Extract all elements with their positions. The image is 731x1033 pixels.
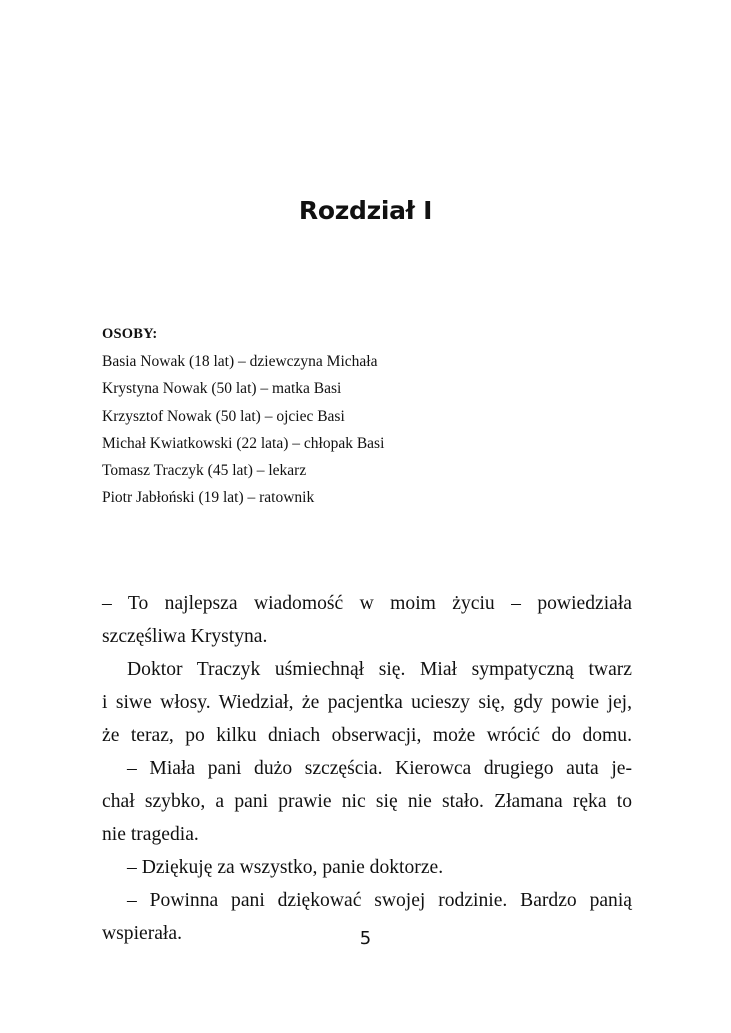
- text-line: wspierała.: [102, 923, 182, 944]
- text-line: chał szybko, a pani prawie nic się nie stało. Złamana ręka to: [102, 791, 632, 812]
- body-text: [102, 587, 632, 950]
- text-line: szczęśliwa Krystyna.: [102, 626, 268, 647]
- text-line: nie tragedia.: [102, 824, 199, 845]
- cast-item: Piotr Jabłoński (19 lat) – ratownik: [102, 489, 315, 507]
- paragraph: [102, 851, 632, 884]
- chapter-title: Rozdział I: [298, 196, 433, 225]
- text-line: że teraz, po kilku dniach obserwacji, może wrócić do domu.: [102, 725, 632, 746]
- cast-item: Krzysztof Nowak (50 lat) – ojciec Basi: [102, 407, 345, 425]
- cast-item: Michał Kwiatkowski (22 lata) – chłopak Basi: [102, 434, 385, 452]
- paragraph: [102, 752, 632, 851]
- page-number: 5: [359, 928, 372, 949]
- text-line: i siwe włosy. Wiedział, że pacjentka ucieszy się, gdy powie jej,: [102, 692, 632, 713]
- cast-list: [102, 321, 632, 511]
- text-line: – Powinna pani dziękować swojej rodzinie. Bardzo panią: [127, 890, 632, 911]
- paragraph: [102, 587, 632, 653]
- text-line: – Dziękuję za wszystko, panie doktorze.: [127, 857, 444, 878]
- cast-heading: OSOBY:: [102, 326, 158, 342]
- paragraph: [102, 653, 632, 752]
- cast-item: Basia Nowak (18 lat) – dziewczyna Michała: [102, 353, 378, 371]
- cast-item: Krystyna Nowak (50 lat) – matka Basi: [102, 380, 342, 398]
- text-line: – Miała pani dużo szczęścia. Kierowca drugiego auta je-: [127, 758, 632, 779]
- text-line: Doktor Traczyk uśmiechnął się. Miał sympatyczną twarz: [127, 659, 632, 680]
- cast-item: Tomasz Traczyk (45 lat) – lekarz: [102, 462, 307, 480]
- text-line: – To najlepsza wiadomość w moim życiu – powiedziała: [102, 593, 632, 614]
